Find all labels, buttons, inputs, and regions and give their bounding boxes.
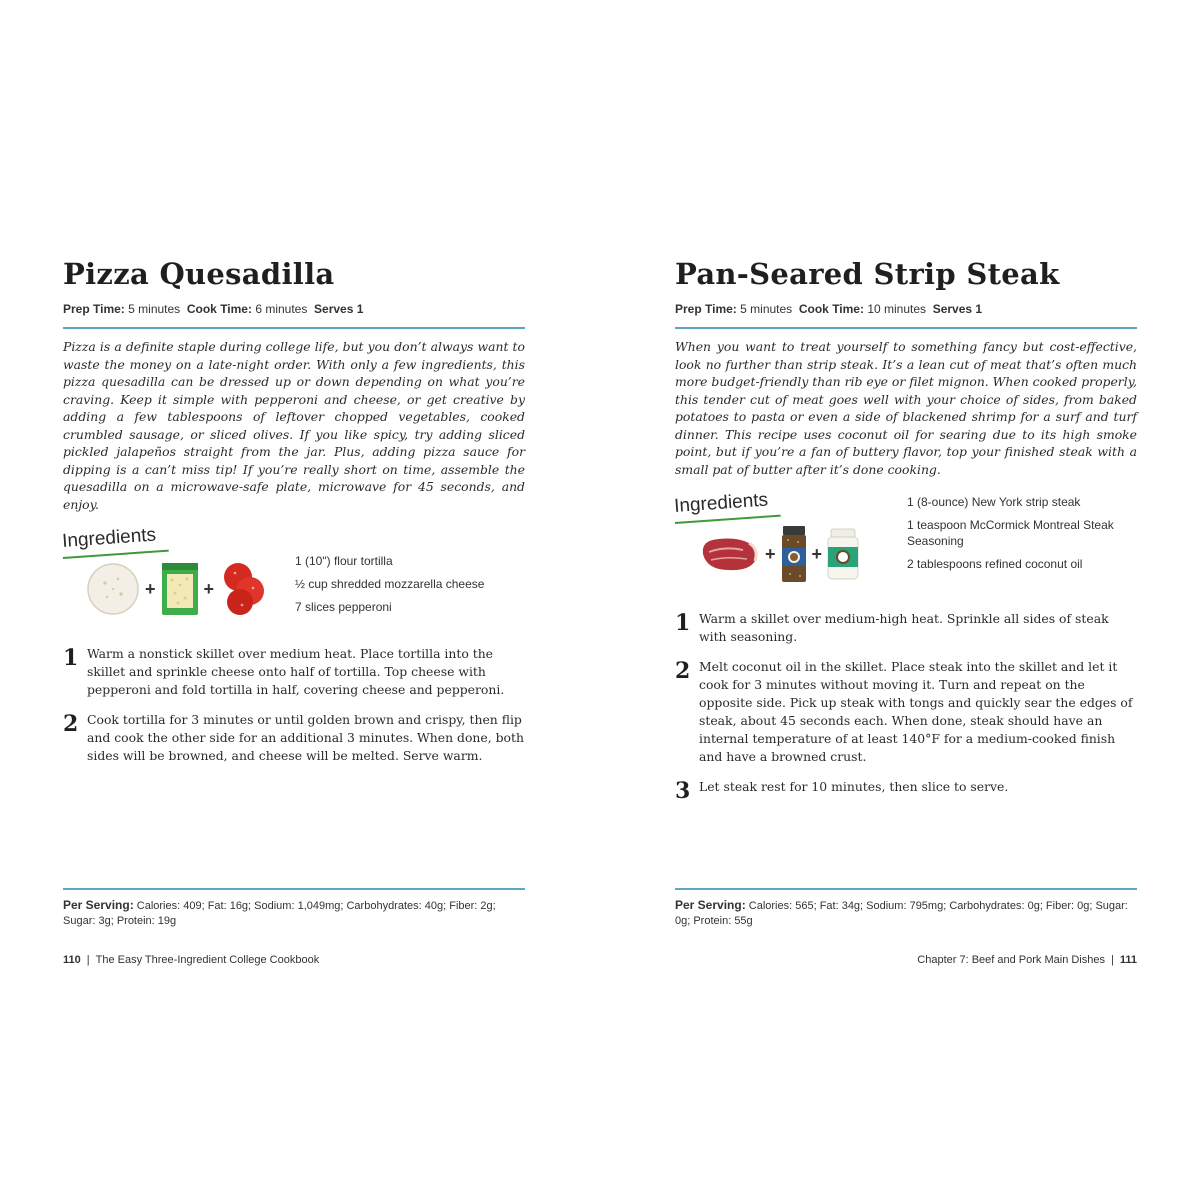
nutrition-footer — [63, 888, 525, 929]
folio-separator: | — [1111, 954, 1114, 966]
ingredient-item: 2 tablespoons refined coconut oil — [907, 557, 1083, 571]
plus-sign: + — [145, 578, 156, 599]
ingredient-item: 1 teaspoon McCormick Montreal Steak Seasoning — [907, 518, 1114, 548]
prep-time-label: Prep Time: — [63, 302, 125, 316]
serves: Serves 1 — [932, 302, 983, 316]
recipe-pizza-quesadilla — [63, 252, 525, 777]
ingredients-section — [61, 524, 525, 627]
ingredient-item: ½ cup shredded mozzarella cheese — [295, 577, 485, 591]
nutrition-footer — [675, 888, 1137, 929]
nutrition-values: Calories: 409; Fat: 16g; Sodium: 1,049mg; Carbohydrates: 40g; Fiber: 2g; Sugar: 3g; Protein: 19g — [63, 900, 496, 927]
instructions — [675, 610, 1137, 804]
recipe-pan-seared-strip-steak — [675, 252, 1137, 816]
steak-icon — [697, 534, 761, 574]
ingredients-section — [673, 489, 1137, 592]
step-text: Cook tortilla for 3 minutes or until golden brown and crispy, then flip and cook the other side for an additional 3 minutes. When done, both sides will be browned, and cheese will be melted. Serve warm. — [87, 712, 524, 763]
nutrition-info — [675, 898, 1137, 929]
ingredients-heading: Ingredients — [61, 524, 157, 553]
ingredient-illustrations — [697, 526, 860, 582]
nutrition-info — [63, 898, 525, 929]
ingredients-heading: Ingredients — [673, 489, 769, 518]
step-number: 2 — [675, 658, 691, 684]
recipe-intro: Pizza is a definite staple during college life, but you don’t always want to waste the money on a late-night order. With only a few ingredients, this pizza quesadilla can be dressed up or down depending on what you’re craving. Keep it simple with pepperoni and cheese, or get creative by adding a few tablespoons of leftover chopped vegetables, cooked crumbled sausage, or sliced olives. If you like spicy, try adding sliced pickled jalapeños straight from the jar. Plus, adding pizza sauce for dipping is a can’t miss tip! If you’re really short on time, assemble the quesadilla on a microwave-safe plate, microwave for 45 seconds, and enjoy. — [63, 339, 525, 512]
cook-time-value: 10 minutes — [867, 302, 927, 316]
ingredient-list — [295, 553, 525, 622]
folio-separator: | — [86, 954, 90, 966]
page-folio — [917, 954, 1137, 966]
step-text: Melt coconut oil in the skillet. Place steak into the skillet and let it cook for 3 minutes without moving it. Turn and repeat on the opposite side. Pick up steak with tongs and quickly sear the edges of steak, about 45 seconds each. When done, steak should have an internal temperature of at least 140°F for a medium-cooked finish and have a browned crust. — [699, 659, 1133, 764]
step — [675, 658, 1137, 766]
recipe-title: Pan-Seared Strip Steak — [675, 257, 1060, 291]
plus-sign: + — [811, 543, 823, 564]
recipe-intro: When you want to treat yourself to something fancy but cost-effective, look no further than strip steak. It’s a lean cut of meat that’s often much more budget-friendly than rib eye or filet mignon. When cooked properly, this tender cut of meat goes well with your choice of sides, from baked potatoes to pasta or even a side of blackened shrimp for a surf and turf dinner. This recipe uses coconut oil for searing due to its high smoke point, but if you’re a fan of buttery flavor, top your finished steak with a small pat of butter after it’s done cooking. — [675, 339, 1137, 477]
prep-time-label: Prep Time: — [675, 302, 737, 316]
serves: Serves 1 — [314, 302, 364, 316]
prep-time-value: 5 minutes — [128, 302, 181, 316]
running-head: The Easy Three-Ingredient College Cookbook — [95, 954, 320, 966]
step — [63, 711, 525, 765]
coconut-oil-jar-icon — [826, 527, 860, 581]
step-text: Warm a skillet over medium-high heat. Sprinkle all sides of steak with seasoning. — [699, 611, 1109, 644]
recipe-meta — [63, 301, 525, 317]
step — [675, 778, 1137, 804]
per-serving-label: Per Serving: — [675, 898, 746, 912]
recipe-title: Pizza Quesadilla — [63, 257, 335, 291]
step — [63, 645, 525, 699]
ingredient-illustrations — [85, 561, 270, 617]
page-folio — [63, 954, 319, 966]
step-number: 2 — [63, 711, 79, 737]
cook-time-label: Cook Time: — [186, 302, 252, 316]
ingredient-list — [907, 494, 1137, 579]
divider — [63, 888, 525, 890]
ingredient-item: 7 slices pepperoni — [295, 600, 392, 614]
ingredient-item: 1 (10") flour tortilla — [295, 554, 393, 568]
cook-time-label: Cook Time: — [798, 302, 864, 316]
cheese-bag-icon — [160, 561, 200, 617]
ingredient-item: 1 (8-ounce) New York strip steak — [907, 495, 1081, 509]
step-number: 1 — [675, 610, 691, 636]
tortilla-icon — [85, 561, 141, 617]
cook-time-value: 6 minutes — [255, 302, 308, 316]
divider — [675, 888, 1137, 890]
per-serving-label: Per Serving: — [63, 898, 134, 912]
nutrition-values: Calories: 565; Fat: 34g; Sodium: 795mg; Carbohydrates: 0g; Fiber: 0g; Sugar: 0g; Protein: 55g — [675, 900, 1128, 927]
seasoning-jar-icon — [780, 524, 808, 584]
divider — [675, 327, 1137, 329]
right-page — [600, 0, 1200, 1200]
divider — [63, 327, 525, 329]
prep-time-value: 5 minutes — [740, 302, 793, 316]
running-head: Chapter 7: Beef and Pork Main Dishes — [917, 954, 1105, 966]
step-number: 3 — [675, 778, 691, 804]
instructions — [63, 645, 525, 765]
step-text: Let steak rest for 10 minutes, then slice to serve. — [699, 779, 1009, 794]
step-number: 1 — [63, 645, 79, 671]
plus-sign: + — [203, 578, 215, 599]
page-number: 111 — [1119, 954, 1137, 966]
plus-sign: + — [765, 543, 776, 564]
step-text: Warm a nonstick skillet over medium heat. Place tortilla into the skillet and sprinkle cheese onto half of tortilla. Top cheese with pepperoni and fold tortilla in half, covering cheese and pepperoni. — [87, 646, 505, 697]
recipe-meta — [675, 301, 1137, 317]
page-number: 110 — [63, 954, 81, 966]
step — [675, 610, 1137, 646]
pepperoni-icon — [218, 561, 270, 617]
